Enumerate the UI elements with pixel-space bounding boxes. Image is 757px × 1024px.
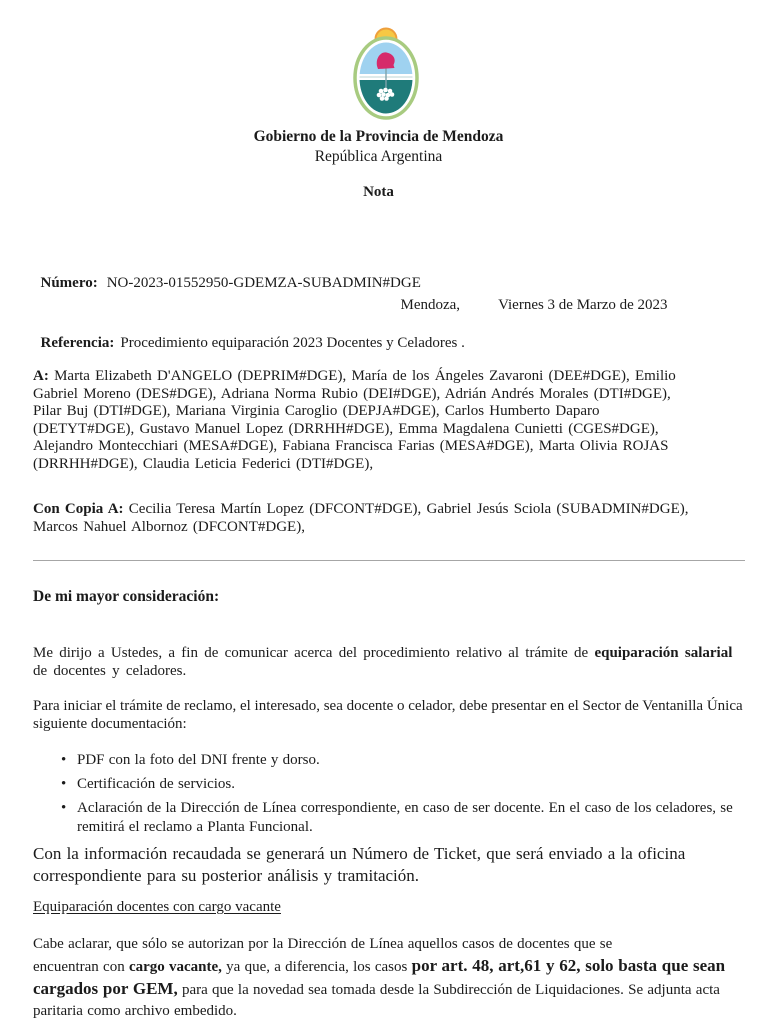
text-line: encuentran con cargo vacante, ya que, a diferencia, los casos por art. 48, art,61 y 62, solo basta que sean	[33, 956, 726, 975]
text-line: Alejandro Montecchiari (MESA#DGE), Fabiana Francisca Farias (MESA#DGE), Marta Olivia ROJAS	[33, 438, 669, 455]
mendoza-coat-of-arms	[351, 26, 421, 121]
recipients-paragraph	[33, 368, 676, 474]
divider-line	[33, 560, 745, 561]
ticket-paragraph	[33, 843, 685, 887]
reference-label: Referencia:	[40, 335, 115, 351]
coat-of-arms-svg	[351, 26, 421, 121]
reference-row	[33, 318, 465, 352]
list-item	[33, 775, 733, 794]
text-line: Pilar Buj (DTI#DGE), Mariana Virginia Caroglio (DEPJA#DGE), Carlos Humberto Daparo	[33, 403, 600, 420]
section-heading: Equiparación docentes con cargo vacante	[33, 899, 281, 915]
text-line: Para iniciar el trámite de reclamo, el interesado, sea docente o celador, debe presentar en el Sector de Ventanilla Única	[33, 698, 743, 714]
text-line: Me dirijo a Ustedes, a fin de comunicar acerca del procedimiento relativo al trámite de equiparación salarial	[33, 645, 733, 661]
text-line: Gabriel Moreno (DES#DGE), Adriana Norma Rubio (DEI#DGE), Adrián Andrés Morales (DTI#DGE),	[33, 385, 671, 402]
text-line: PDF con la foto del DNI frente y dorso.	[77, 752, 320, 768]
text-line: Marcos Nahuel Albornoz (DFCONT#DGE),	[33, 518, 305, 535]
number-label: Número:	[40, 275, 98, 291]
text-line: remitirá el reclamo a Planta Funcional.	[77, 819, 313, 835]
requirements-list	[33, 751, 733, 842]
bullet-icon: •	[61, 752, 67, 768]
text-line: Certificación de servicios.	[77, 776, 236, 792]
bullet-icon: •	[61, 776, 67, 792]
bullet-icon: •	[61, 800, 67, 816]
requirements-intro-paragraph	[33, 698, 743, 734]
text-line: siguiente documentación:	[33, 715, 187, 732]
list-item-text	[77, 775, 235, 794]
intro-paragraph	[33, 645, 732, 681]
text-line: (DETYT#DGE), Gustavo Manuel Lopez (DRRHH#DGE), Emma Magdalena Cunietti (CGES#DGE),	[33, 420, 659, 437]
text-line: de docentes y celadores.	[33, 662, 187, 679]
text-line: (DRRHH#DGE), Claudia Leticia Federici (DTI#DGE),	[33, 455, 374, 472]
org-name: Gobierno de la Provincia de Mendoza	[253, 128, 504, 145]
list-item-text	[77, 751, 320, 770]
text-line: Aclaración de la Dirección de Línea correspondiente, en caso de ser docente. En el caso de los celadores, se	[77, 800, 733, 816]
text-line: A: Marta Elizabeth D'ANGELO (DEPRIM#DGE), María de los Ángeles Zavaroni (DEE#DGE), Emilio	[33, 368, 676, 384]
salutation: De mi mayor consideración:	[33, 588, 220, 605]
reference-value: Procedimiento equiparación 2023 Docentes y Celadores .	[120, 335, 465, 351]
cc-paragraph	[33, 501, 689, 536]
clarification-paragraph	[33, 934, 725, 1022]
text-line: Con Copia A: Cecilia Teresa Martín Lopez (DFCONT#DGE), Gabriel Jesús Sciola (SUBADMIN#DGE),	[33, 501, 689, 517]
date-row	[33, 280, 668, 314]
text-line: paritaria como archivo embedido.	[33, 1003, 237, 1019]
text-line: correspondiente para su posterior análisis y tramitación.	[33, 866, 420, 885]
country-name: República Argentina	[314, 148, 443, 165]
doc-type-title: Nota	[363, 184, 394, 200]
text-line: cargados por GEM, para que la novedad sea tomada desde la Subdirección de Liquidaciones. Se adjunta acta	[33, 979, 720, 998]
list-item	[33, 751, 733, 770]
text-line: Con la información recaudada se generará un Número de Ticket, que será enviado a la oficina	[33, 844, 686, 863]
list-item-text	[77, 799, 733, 837]
date-value: Viernes 3 de Marzo de 2023	[498, 297, 668, 313]
text-line: Cabe aclarar, que sólo se autorizan por la Dirección de Línea aquellos casos de docentes que se	[33, 936, 613, 952]
list-item	[33, 799, 733, 837]
city-label: Mendoza,	[400, 297, 461, 313]
number-value: NO-2023-01552950-GDEMZA-SUBADMIN#DGE	[106, 275, 421, 291]
